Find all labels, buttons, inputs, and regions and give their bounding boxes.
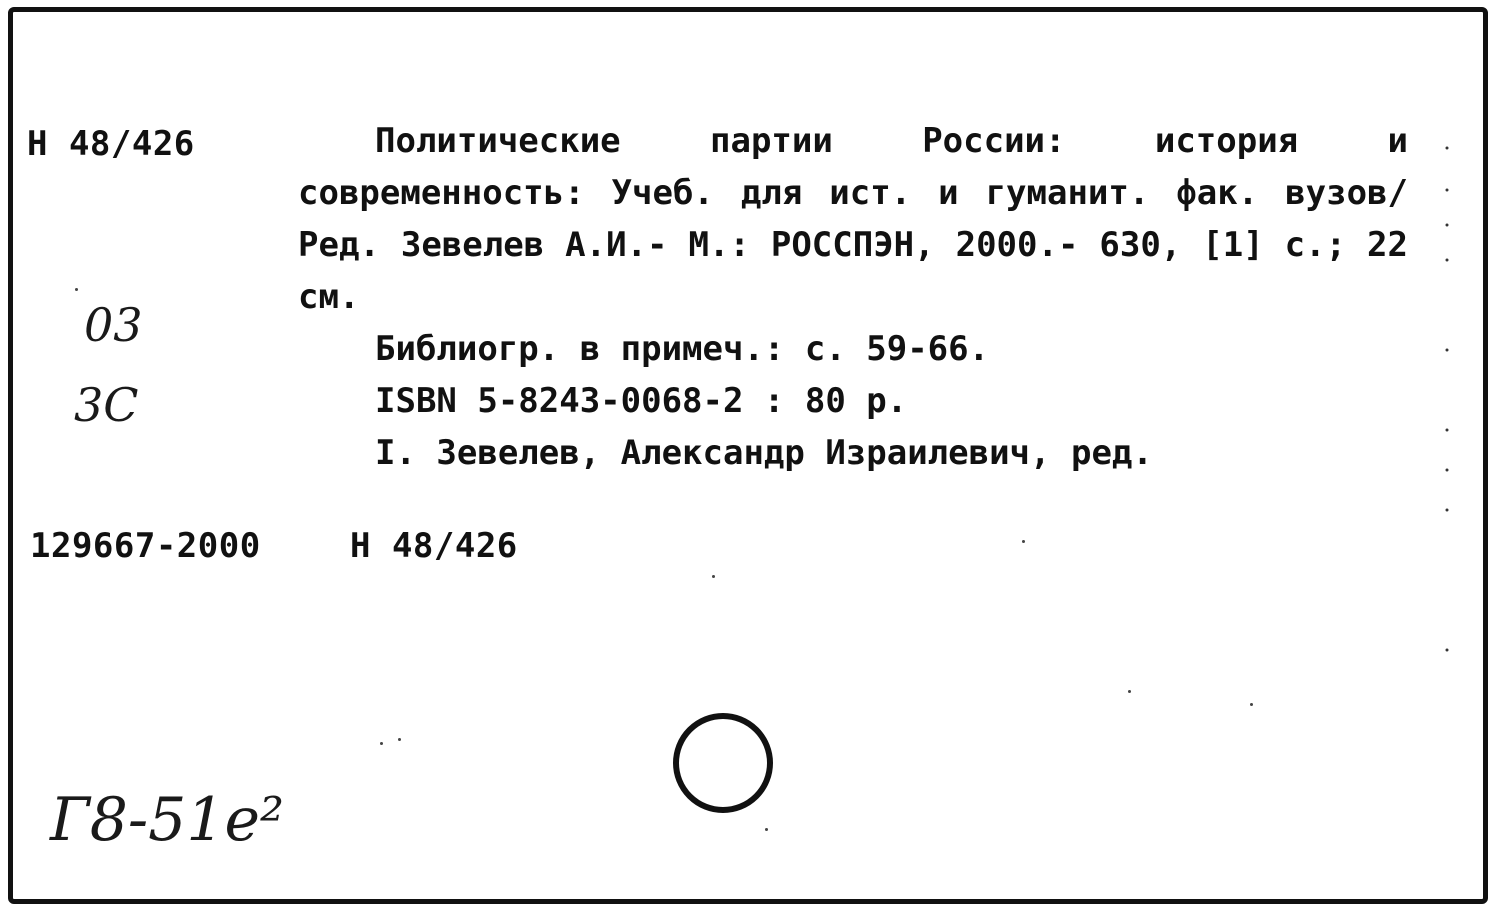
call-number-top: Н 48/426 — [27, 124, 195, 164]
handwritten-mark-1: 03 — [84, 298, 143, 352]
punch-hole-icon — [673, 713, 773, 813]
speck — [380, 742, 383, 745]
call-number-bottom: Н 48/426 — [350, 526, 518, 566]
bibliography-note: Библиогр. в примеч.: с. 59-66. — [375, 329, 990, 369]
bibliographic-record — [298, 115, 1408, 479]
added-entry: I. Зевелев, Александр Израилевич, ред. — [375, 433, 1153, 473]
isbn-line: ISBN 5-8243-0068-2 : 80 р. — [375, 381, 908, 421]
speck — [1022, 540, 1025, 543]
edge-dots — [1443, 130, 1451, 670]
speck — [712, 575, 715, 578]
speck — [765, 828, 768, 831]
handwritten-mark-2: 3С — [74, 378, 139, 432]
speck — [1128, 690, 1131, 693]
inventory-number: 129667-2000 — [30, 526, 261, 566]
speck — [75, 288, 78, 291]
title-paragraph: Политические партии России: история и современность: Учеб. для ист. и гуманит. фак. вузов/ Ред. Зевелев А.И.- М.: РОССПЭН, 2000.- 630, [1] с.; 22 см. — [298, 121, 1408, 317]
speck — [1250, 703, 1253, 706]
speck — [398, 738, 401, 741]
handwritten-mark-bottom: Г8-51е² — [50, 785, 285, 855]
